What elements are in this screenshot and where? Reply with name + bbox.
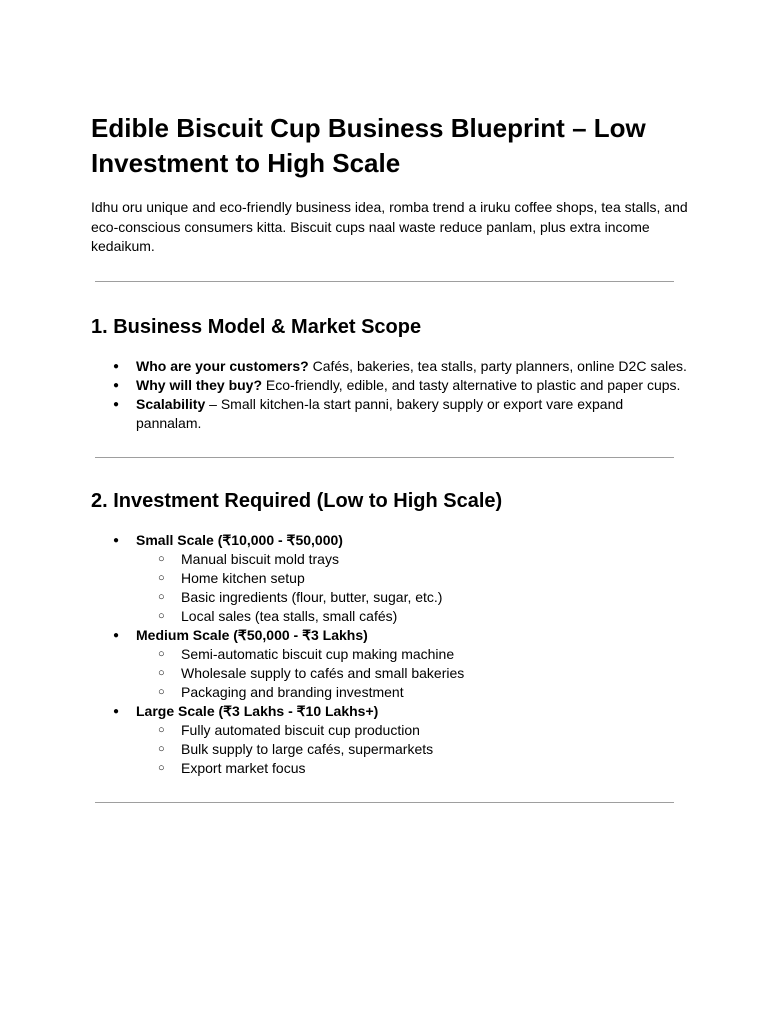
item-text: Cafés, bakeries, tea stalls, party planners, online D2C sales. bbox=[308, 357, 687, 374]
sub-list-item: ○ Basic ingredients (flour, butter, sugar, etc.) bbox=[91, 588, 691, 607]
item-label: Who are your customers? bbox=[136, 357, 309, 374]
sub-list-item: ○ Semi-automatic biscuit cup making machine bbox=[91, 645, 691, 664]
sub-list-item: ○ Fully automated biscuit cup production bbox=[91, 721, 691, 740]
tier-points bbox=[136, 645, 691, 702]
sub-list-item: ○ Local sales (tea stalls, small cafés) bbox=[91, 607, 691, 626]
tier-points bbox=[136, 550, 691, 626]
tier-item-large bbox=[91, 702, 691, 778]
intro-paragraph: Idhu oru unique and eco-friendly business idea, romba trend a iruku coffee shops, tea stalls, and eco-conscious consumers kitta. Biscuit cups naal waste reduce panlam, plus extra income kedaikum. bbox=[91, 199, 688, 254]
investment-tier-list bbox=[91, 531, 691, 778]
list-item bbox=[91, 376, 691, 395]
horizontal-divider bbox=[95, 802, 674, 803]
item-label: Scalability bbox=[136, 395, 206, 412]
item-text: Eco-friendly, edible, and tasty alternative to plastic and paper cups. bbox=[262, 376, 681, 393]
section-heading-business-model: 1. Business Model & Market Scope bbox=[91, 315, 422, 338]
item-text: – Small kitchen-la start panni, bakery supply or export vare expand pannalam. bbox=[136, 395, 624, 431]
tier-item-medium bbox=[91, 626, 691, 702]
item-label: Why will they buy? bbox=[136, 376, 263, 393]
sub-list-item: ○ Bulk supply to large cafés, supermarkets bbox=[91, 740, 691, 759]
tier-points bbox=[136, 721, 691, 778]
list-item bbox=[91, 395, 691, 433]
section-heading-investment: 2. Investment Required (Low to High Scale) bbox=[91, 489, 503, 512]
sub-list-item: ○ Home kitchen setup bbox=[91, 569, 691, 588]
tier-label: Medium Scale (₹50,000 - ₹3 Lakhs) bbox=[136, 626, 368, 643]
sub-list-item: ○ Wholesale supply to cafés and small bakeries bbox=[91, 664, 691, 683]
document-content bbox=[91, 111, 691, 803]
horizontal-divider bbox=[95, 457, 674, 458]
list-item bbox=[91, 357, 691, 376]
tier-item-small bbox=[91, 531, 691, 626]
tier-label: Small Scale (₹10,000 - ₹50,000) bbox=[136, 531, 343, 548]
sub-list-item: ○ Packaging and branding investment bbox=[91, 683, 691, 702]
business-model-list bbox=[91, 357, 691, 433]
sub-list-item: ○ Manual biscuit mold trays bbox=[91, 550, 691, 569]
document-title: Edible Biscuit Cup Business Blueprint – Low Investment to High Scale bbox=[91, 113, 646, 178]
tier-label: Large Scale (₹3 Lakhs - ₹10 Lakhs+) bbox=[136, 702, 379, 719]
sub-list-item: ○ Export market focus bbox=[91, 759, 691, 778]
horizontal-divider bbox=[95, 281, 674, 282]
